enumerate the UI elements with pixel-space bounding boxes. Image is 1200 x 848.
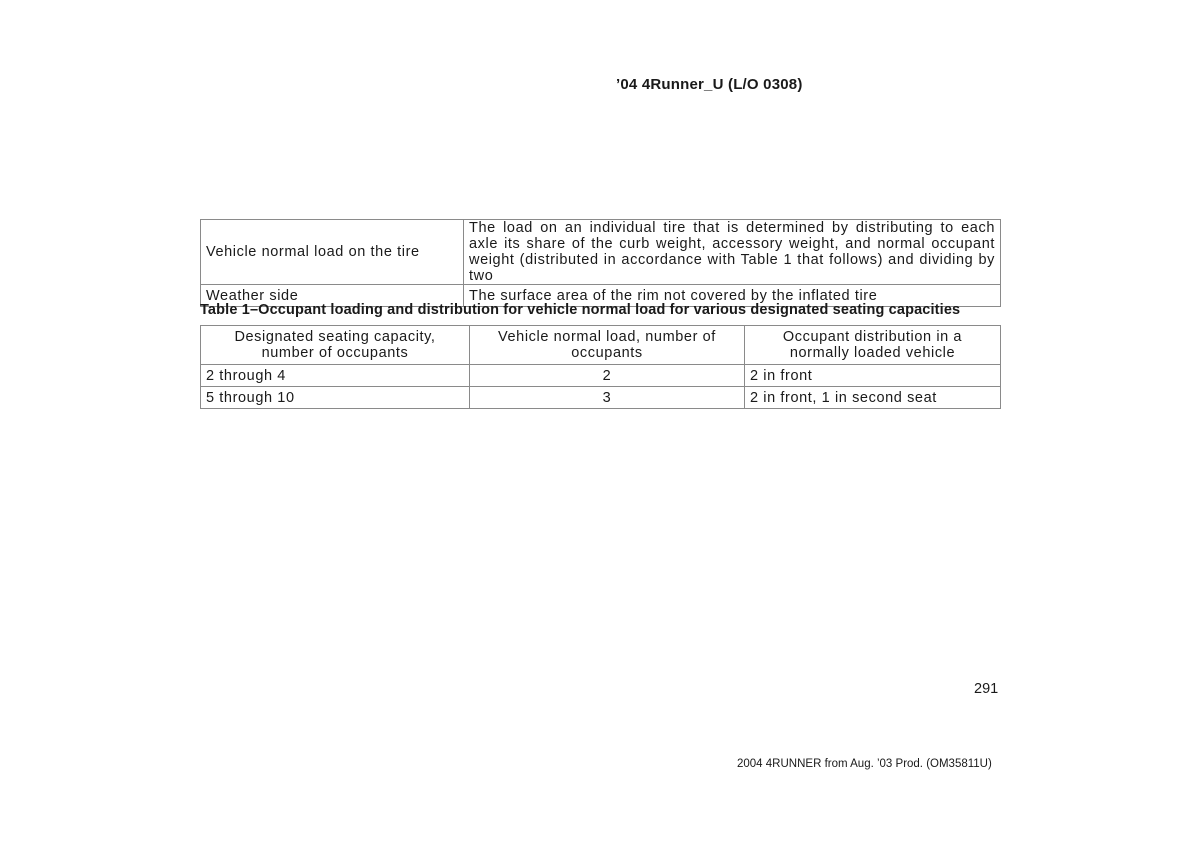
- table-row: [201, 387, 1001, 409]
- column-header: Designated seating capacity, number of occupants: [201, 326, 470, 365]
- column-header: Vehicle normal load, number of occupants: [470, 326, 745, 365]
- table-row: [201, 365, 1001, 387]
- table-cell: 2: [470, 365, 745, 387]
- glossary-term: Vehicle normal load on the tire: [201, 220, 464, 285]
- page-header-title: ’04 4Runner_U (L/O 0308): [616, 76, 803, 93]
- table-cell: 3: [470, 387, 745, 409]
- page-number: 291: [974, 681, 999, 697]
- glossary-term: Weather side: [201, 285, 464, 307]
- table-caption: Table 1–Occupant loading and distribution for vehicle normal load for various designated seating capacities: [200, 302, 961, 318]
- table-cell: 5 through 10: [201, 387, 470, 409]
- table-cell: 2 through 4: [201, 365, 470, 387]
- glossary-table: [200, 219, 1001, 307]
- table-row: [201, 220, 1001, 285]
- page-footer: 2004 4RUNNER from Aug. ’03 Prod. (OM35811U): [737, 758, 992, 770]
- column-header: Occupant distribution in a normally loaded vehicle: [745, 326, 1001, 365]
- table-header-row: [201, 326, 1001, 365]
- glossary-definition: The surface area of the rim not covered by the inflated tire: [464, 285, 1001, 307]
- glossary-definition: The load on an individual tire that is determined by distributing to each axle its share of the curb weight, accessory weight, and normal occupant weight (distributed in accordance with Table 1 that follows) and dividing by two: [464, 220, 1001, 285]
- occupant-table: [200, 325, 1001, 409]
- table-cell: 2 in front, 1 in second seat: [745, 387, 1001, 409]
- table-cell: 2 in front: [745, 365, 1001, 387]
